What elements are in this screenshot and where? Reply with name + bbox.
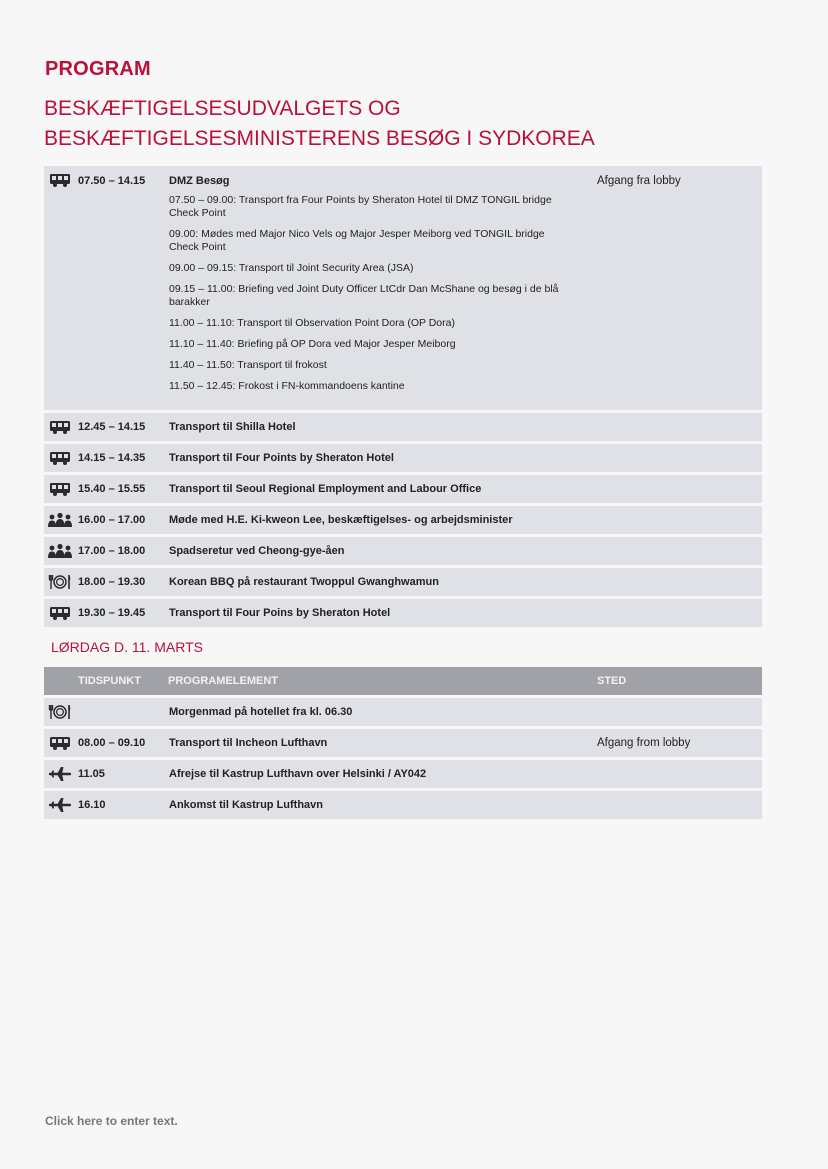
row-description: [169, 175, 589, 401]
row-time: 18.00 – 19.30: [78, 576, 146, 588]
row-time: 11.05: [78, 768, 105, 780]
table-row: [44, 791, 762, 819]
row-title: Morgenmad på hotellet fra kl. 06.30: [169, 706, 353, 718]
detail-list: [169, 194, 589, 393]
row-place: Afgang fra lobby: [597, 175, 681, 187]
row-place: Afgang from lobby: [597, 737, 691, 749]
text-placeholder[interactable]: Click here to enter text.: [45, 1114, 178, 1128]
row-title: DMZ Besøg: [169, 175, 230, 187]
bus-icon: [47, 419, 73, 435]
header-time: TIDSPUNKT: [78, 675, 141, 687]
detail-item: 09.00: Mødes med Major Nico Vels og Major Jesper Meiborg ved TONGIL bridge Check Point: [169, 228, 545, 253]
title-line: BESKÆFTIGELSESMINISTERENS BESØG I SYDKOREA: [44, 127, 595, 150]
row-title: Spadseretur ved Cheong-gye-åen: [169, 545, 345, 557]
bus-icon: [47, 172, 73, 188]
row-title: Transport til Seoul Regional Employment and Labour Office: [169, 483, 482, 495]
table-row: [44, 475, 762, 503]
detail-item: 11.10 – 11.40: Briefing på OP Dora ved Major Jesper Meiborg: [169, 338, 456, 350]
table-row: [44, 729, 762, 757]
header-element: PROGRAMELEMENT: [168, 675, 278, 687]
row-time: 16.00 – 17.00: [78, 514, 146, 526]
row-title: Møde med H.E. Ki-kweon Lee, beskæftigelses- og arbejdsminister: [169, 514, 513, 526]
row-time: 14.15 – 14.35: [78, 452, 146, 464]
row-time: 19.30 – 19.45: [78, 607, 146, 619]
table-header: [44, 667, 762, 695]
table-row: [44, 413, 762, 441]
table-row: [44, 537, 762, 565]
row-title: Transport til Four Points by Sheraton Hotel: [169, 452, 394, 464]
meeting-icon: [47, 512, 73, 528]
table-row: [44, 444, 762, 472]
table-row: [44, 599, 762, 627]
detail-item: 11.50 – 12.45: Frokost i FN-kommandoens kantine: [169, 380, 405, 392]
saturday-table: [44, 667, 762, 822]
dining-icon: [47, 704, 73, 720]
row-time: 07.50 – 14.15: [78, 175, 146, 187]
program-table: [44, 166, 762, 630]
row-title: Ankomst til Kastrup Lufthavn: [169, 799, 324, 811]
bus-icon: [47, 450, 73, 466]
meeting-icon: [47, 543, 73, 559]
row-time: 12.45 – 14.15: [78, 421, 146, 433]
table-row: [44, 568, 762, 596]
detail-item: 09.00 – 09.15: Transport til Joint Security Area (JSA): [169, 262, 414, 274]
row-time: 16.10: [78, 799, 106, 811]
detail-item: 11.00 – 11.10: Transport til Observation Point Dora (OP Dora): [169, 317, 455, 329]
table-row: [44, 760, 762, 788]
bus-icon: [47, 735, 73, 751]
dining-icon: [47, 574, 73, 590]
detail-item: 07.50 – 09.00: Transport fra Four Points by Sheraton Hotel til DMZ TONGIL bridge Check Point: [169, 194, 552, 219]
row-title: Afrejse til Kastrup Lufthavn over Helsinki / AY042: [169, 768, 427, 780]
bus-icon: [47, 481, 73, 497]
row-title: Korean BBQ på restaurant Twoppul Gwanghwamun: [169, 576, 439, 588]
date-heading: LØRDAG D. 11. MARTS: [51, 639, 203, 655]
plane-icon: [47, 797, 73, 813]
row-time: 17.00 – 18.00: [78, 545, 146, 557]
detail-item: 11.40 – 11.50: Transport til frokost: [169, 359, 327, 371]
table-row: [44, 698, 762, 726]
row-title: Transport til Four Poins by Sheraton Hotel: [169, 607, 391, 619]
row-time: 15.40 – 15.55: [78, 483, 146, 495]
plane-icon: [47, 766, 73, 782]
program-heading: PROGRAM: [45, 58, 151, 80]
row-title: Transport til Shilla Hotel: [169, 421, 296, 433]
title-line: BESKÆFTIGELSESUDVALGETS OG: [44, 97, 401, 120]
table-row: [44, 506, 762, 534]
row-title: Transport til Incheon Lufthavn: [169, 737, 328, 749]
row-time: 08.00 – 09.10: [78, 737, 146, 749]
page-title: [44, 94, 595, 154]
bus-icon: [47, 605, 73, 621]
header-place: STED: [597, 675, 627, 687]
table-row: [44, 166, 762, 410]
detail-item: 09.15 – 11.00: Briefing ved Joint Duty Officer LtCdr Dan McShane og besøg i de blå barakker: [169, 283, 559, 308]
